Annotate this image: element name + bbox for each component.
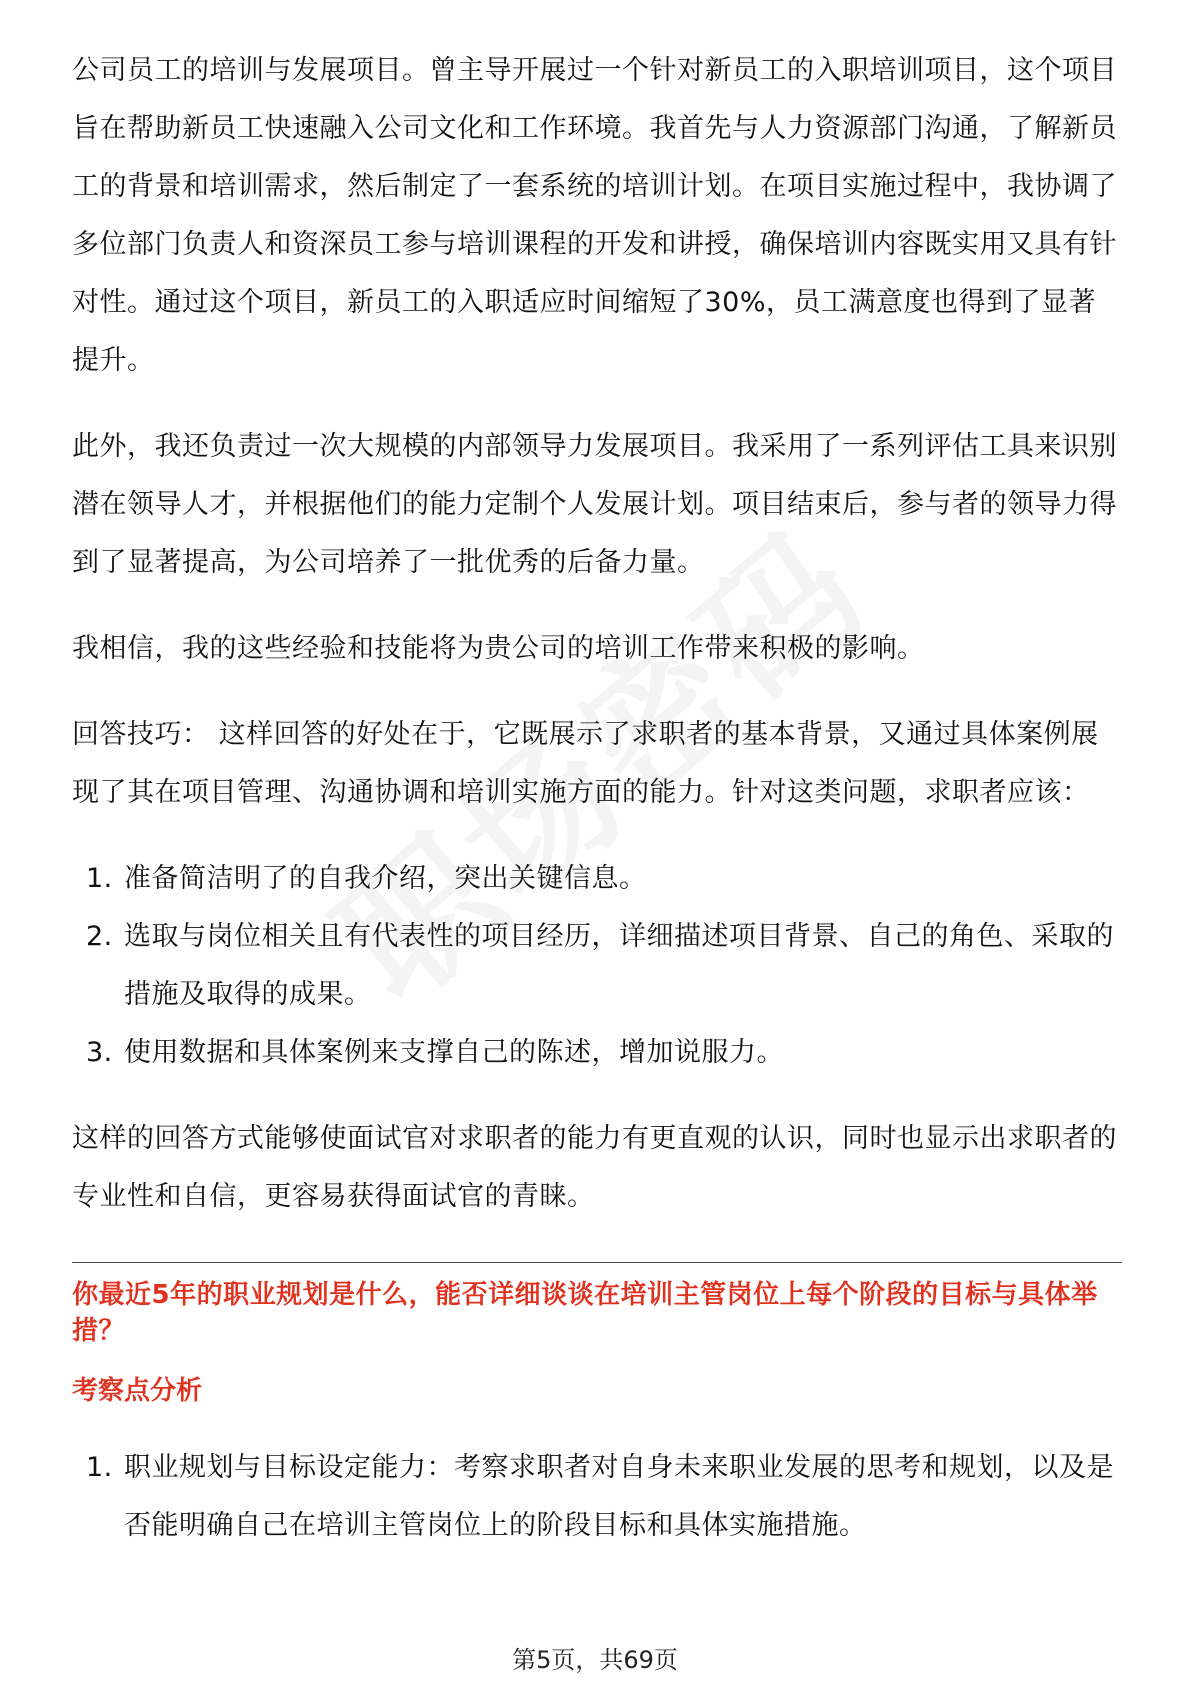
interview-question: 你最近5年的职业规划是什么，能否详细谈谈在培训主管岗位上每个阶段的目标与具体举措？ <box>72 1280 1098 1346</box>
closing-paragraph: 这样的回答方式能够使面试官对求职者的能力有更直观的认识，同时也显示出求职者的专业性和自信，更容易获得面试官的青睐。 <box>72 1123 1117 1212</box>
analysis-heading: 考察点分析 <box>72 1376 203 1406</box>
paragraph: 我相信，我的这些经验和技能将为贵公司的培训工作带来积极的影响。 <box>72 633 925 664</box>
list-text: 职业规划与目标设定能力：考察求职者对自身未来职业发展的思考和规划，以及是否能明确自己在培训主管岗位上的阶段目标和具体实施措施。 <box>124 1452 1114 1541</box>
list-item <box>72 850 1122 908</box>
list-item <box>72 1439 1122 1555</box>
list-number: 3. <box>86 1037 113 1068</box>
list-number: 1. <box>86 863 113 894</box>
answer-tips-paragraph: 回答技巧： 这样回答的好处在于，它既展示了求职者的基本背景，又通过具体案例展现了其在项目管理、沟通协调和培训实施方面的能力。针对这类问题，求职者应该： <box>72 719 1099 808</box>
list-item <box>72 908 1122 1024</box>
list-text: 准备简洁明了的自我介绍，突出关键信息。 <box>124 863 647 894</box>
list-text: 使用数据和具体案例来支撑自己的陈述，增加说服力。 <box>124 1037 784 1068</box>
list-text: 选取与岗位相关且有代表性的项目经历，详细描述项目背景、自己的角色、采取的措施及取得的成果。 <box>124 921 1114 1010</box>
document-body <box>72 42 1122 1555</box>
paragraph: 此外，我还负责过一次大规模的内部领导力发展项目。我采用了一系列评估工具来识别潜在领导人才，并根据他们的能力定制个人发展计划。项目结束后，参与者的领导力得到了显著提高，为公司培养了一批优秀的后备力量。 <box>72 431 1117 578</box>
list-item <box>72 1024 1122 1082</box>
list-number: 2. <box>86 921 113 952</box>
page-footer: 第5页，共69页 <box>512 1646 678 1674</box>
analysis-list <box>72 1439 1122 1555</box>
list-number: 1. <box>86 1452 113 1483</box>
tips-list <box>72 850 1122 1082</box>
section-divider <box>72 1262 1122 1263</box>
paragraph: 公司员工的培训与发展项目。曾主导开展过一个针对新员工的入职培训项目，这个项目旨在帮助新员工快速融入公司文化和工作环境。我首先与人力资源部门沟通，了解新员工的背景和培训需求，然后制定了一套系统的培训计划。在项目实施过程中，我协调了多位部门负责人和资深员工参与培训课程的开发和讲授，确保培训内容既实用又具有针对性。通过这个项目，新员工的入职适应时间缩短了30%，员工满意度也得到了显著提升。 <box>72 55 1117 376</box>
